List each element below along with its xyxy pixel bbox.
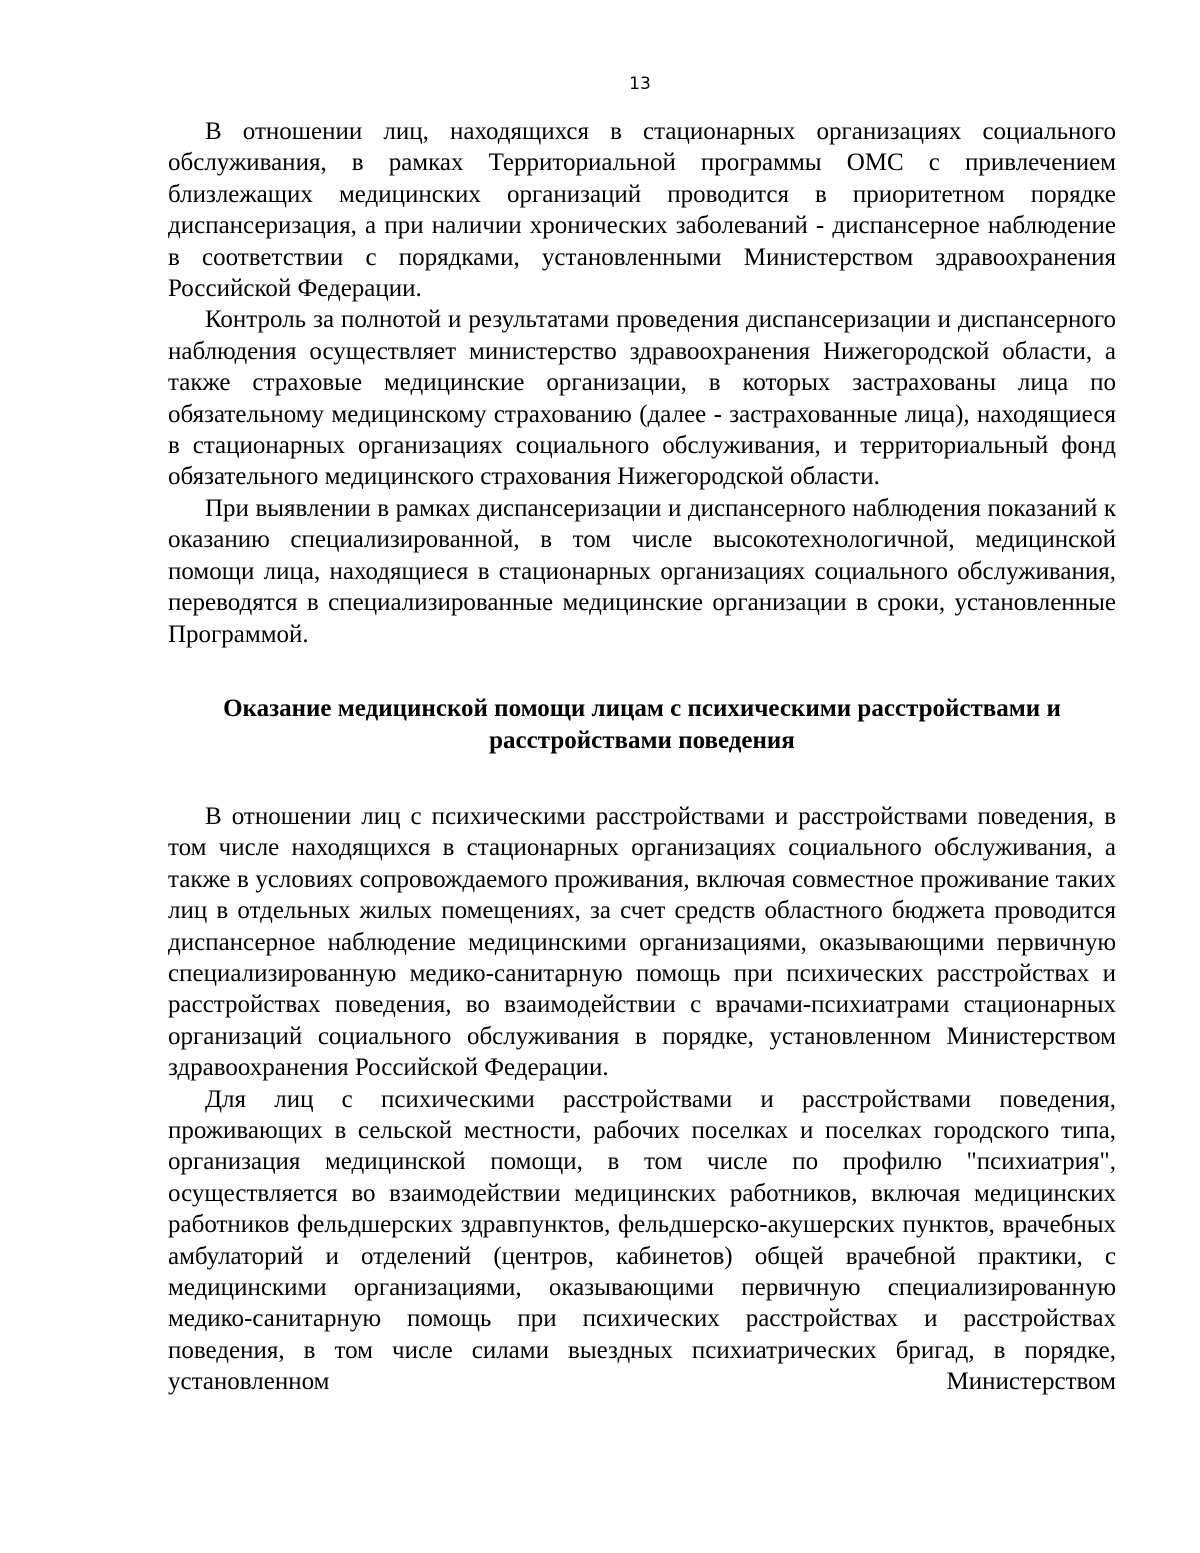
- section-heading-line-2: расстройствами поведения: [489, 726, 795, 754]
- page-number: 13: [629, 74, 651, 94]
- document-body: [168, 116, 1116, 1398]
- section-heading: [168, 693, 1116, 757]
- paragraph-inpatient-social-care: В отношении лиц, находящихся в стационарных организациях социального обслуживания, в рамках Территориальной программы ОМС с привлечением близлежащих медицинских организаций проводится в приоритетном порядке диспансеризация, а при наличии хронических заболеваний - диспансерное наблюдение в соответствии с порядками, установленными Министерством здравоохранения Российской Федерации.: [168, 118, 1116, 303]
- paragraph-control: Контроль за полнотой и результатами проведения диспансеризации и диспансерного наблюдения осуществляет министерство здравоохранения Нижегородской области, а также страховые медицинские организации, в которых застрахованы лица по обязательному медицинскому страхованию (далее - застрахованные лица), находящиеся в стационарных организациях социального обслуживания, и территориальный фонд обязательного медицинского страхования Нижегородской области.: [168, 306, 1116, 491]
- paragraph-mental-disorders-observation: В отношении лиц с психическими расстройствами и расстройствами поведения, в том числе находящихся в стационарных организациях социального обслуживания, а также в условиях сопровождаемого проживания, включая совместное проживание таких лиц в отдельных жилых помещениях, за счет средств областного бюджета проводится диспансерное наблюдение медицинскими организациями, оказывающими первичную специализированную медико-санитарную помощь при психических расстройствах и расстройствах поведения, во взаимодействии с врачами-психиатрами стационарных организаций социального обслуживания в порядке, установленном Министерством здравоохранения Российской Федерации.: [168, 802, 1116, 1082]
- paragraph-rural-psychiatric-care: Для лиц с психическими расстройствами и расстройствами поведения, проживающих в сельской местности, рабочих поселках и поселках городского типа, организация медицинской помощи, в том числе по профилю "психиатрия", осуществляется во взаимодействии медицинских работников, включая медицинских работников фельдшерских здравпунктов, фельдшерско-акушерских пунктов, врачебных амбулаторий и отделений (центров, кабинетов) общей врачебной практики, с медицинскими организациями, оказывающими первичную специализированную медико-санитарную помощь при психических расстройствах и расстройствах поведения, в том числе силами выездных психиатрических бригад, в порядке, установленном Министерством: [168, 1085, 1116, 1396]
- section-heading-line-1: Оказание медицинской помощи лицам с психическими расстройствами и: [223, 694, 1061, 722]
- paragraph-specialized-care-transfer: При выявлении в рамках диспансеризации и диспансерного наблюдения показаний к оказанию специализированной, в том числе высокотехнологичной, медицинской помощи лица, находящиеся в стационарных организациях социального обслуживания, переводятся в специализированные медицинские организации в сроки, установленные Программой.: [168, 494, 1116, 648]
